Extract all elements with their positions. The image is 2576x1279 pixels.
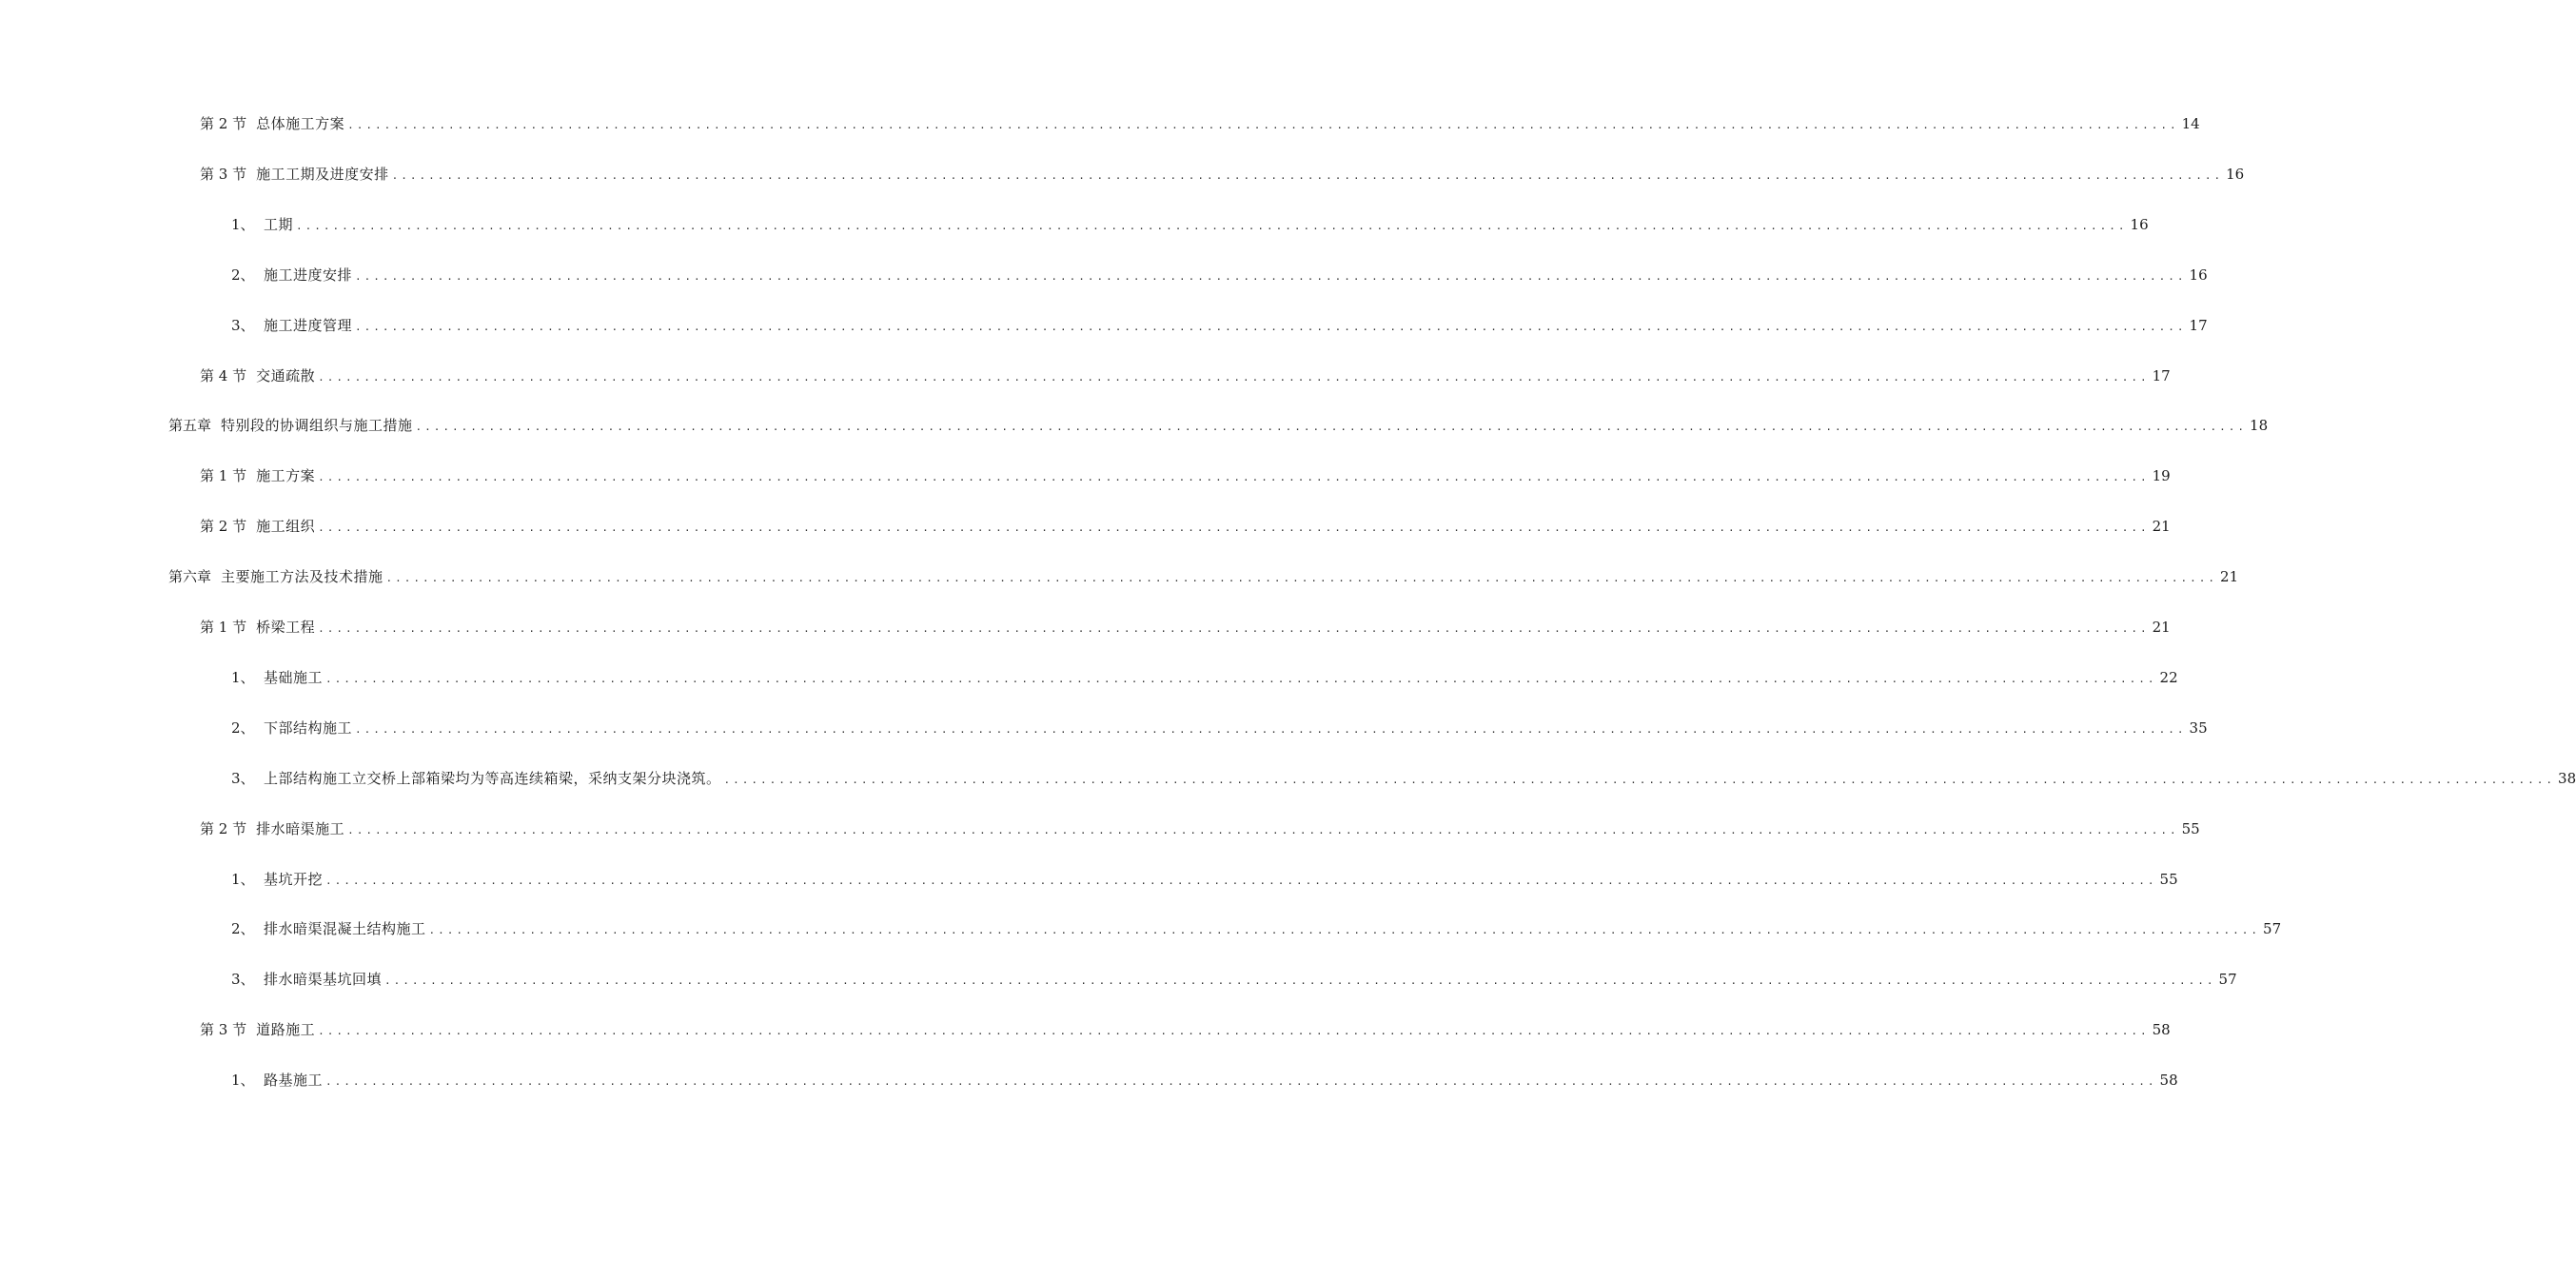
toc-dot-leader: ........................................................................................................................................................................................................	[318, 471, 2150, 484]
toc-entry[interactable]	[200, 515, 2171, 538]
toc-entry-page-number: 17	[2152, 366, 2171, 384]
toc-entry-number: 1、	[231, 668, 255, 686]
toc-entry-number: 第 1 节	[200, 619, 247, 636]
toc-entry[interactable]	[200, 364, 2171, 387]
toc-entry-title: 施工方案	[256, 467, 316, 485]
toc-dot-leader: ........................................................................................................................................................................................................	[384, 974, 2216, 988]
toc-entry-number: 1、	[231, 1072, 255, 1090]
toc-entry-page-number: 16	[2226, 165, 2245, 183]
toc-entry-title: 排水暗渠混凝土结构施工	[264, 920, 426, 938]
toc-dot-leader: ........................................................................................................................................................................................................	[347, 119, 2179, 131]
toc-entry[interactable]	[231, 717, 2208, 739]
toc-entry[interactable]	[200, 616, 2171, 639]
toc-entry[interactable]	[231, 264, 2208, 286]
toc-entry-page-number: 57	[2218, 971, 2237, 989]
toc-entry-title: 施工组织	[256, 518, 316, 536]
toc-entry-page-number: 55	[2159, 870, 2178, 888]
toc-entry-number: 3、	[231, 971, 255, 989]
toc-dot-leader: ........................................................................................................................................................................................................	[391, 168, 2224, 182]
toc-entry-number: 3、	[231, 769, 255, 787]
toc-entry-number: 第 3 节	[200, 165, 247, 183]
toc-dot-leader: ........................................................................................................................................................................................................	[355, 320, 2187, 333]
toc-entry[interactable]	[231, 767, 2576, 790]
toc-entry[interactable]	[200, 464, 2171, 487]
toc-entry-page-number: 22	[2159, 668, 2178, 686]
toc-entry-title: 上部结构施工立交桥上部箱梁均为等高连续箱梁，采纳支架分块浇筑。	[264, 769, 721, 787]
toc-entry-page-number: 18	[2250, 417, 2269, 435]
toc-entry-number: 第 3 节	[200, 1021, 247, 1039]
toc-entry-page-number: 58	[2152, 1021, 2171, 1039]
toc-dot-leader: ........................................................................................................................................................................................................	[415, 421, 2248, 434]
toc-entry[interactable]	[168, 565, 2239, 588]
toc-entry-title: 施工进度管理	[264, 316, 353, 334]
toc-entry-title: 排水暗渠施工	[256, 819, 345, 837]
toc-dot-leader: ........................................................................................................................................................................................................	[355, 722, 2187, 736]
toc-entry-title: 工期	[264, 215, 294, 233]
toc-dot-leader: ........................................................................................................................................................................................................	[723, 773, 2556, 786]
toc-dot-leader: ........................................................................................................................................................................................................	[355, 269, 2187, 283]
toc-entry-page-number: 21	[2152, 619, 2171, 636]
toc-entry-title: 特别段的协调组织与施工措施	[221, 417, 413, 435]
toc-entry[interactable]	[231, 968, 2237, 991]
toc-entry-number: 第 1 节	[200, 467, 247, 485]
toc-entry-number: 第 2 节	[200, 819, 247, 837]
toc-dot-leader: ........................................................................................................................................................................................................	[325, 672, 2157, 685]
toc-entry-title: 路基施工	[264, 1072, 324, 1090]
toc-entry-number: 第 4 节	[200, 366, 247, 384]
toc-dot-leader: ........................................................................................................................................................................................................	[325, 874, 2157, 887]
toc-entry-title: 道路施工	[256, 1021, 316, 1039]
toc-entry-page-number: 17	[2189, 316, 2208, 334]
toc-entry-page-number: 16	[2189, 266, 2208, 284]
toc-entry[interactable]	[200, 112, 2200, 135]
toc-dot-leader: ........................................................................................................................................................................................................	[347, 823, 2179, 836]
toc-entry-number: 第五章	[168, 417, 212, 435]
toc-entry-number: 3、	[231, 316, 255, 334]
toc-entry-title: 主要施工方法及技术措施	[221, 568, 383, 586]
toc-entry-page-number: 35	[2189, 718, 2208, 737]
toc-dot-leader: ........................................................................................................................................................................................................	[428, 924, 2261, 937]
toc-entry-title: 交通疏散	[256, 366, 316, 384]
toc-entry-page-number: 21	[2152, 518, 2171, 536]
toc-entry-title: 基坑开挖	[264, 870, 324, 888]
toc-entry-page-number: 19	[2152, 467, 2171, 485]
toc-entry-number: 第 2 节	[200, 115, 247, 132]
toc-dot-leader: ........................................................................................................................................................................................................	[318, 622, 2150, 635]
toc-dot-leader: ........................................................................................................................................................................................................	[318, 370, 2150, 384]
toc-entry[interactable]	[168, 414, 2269, 437]
toc-entry-title: 施工工期及进度安排	[256, 165, 389, 183]
toc-entry[interactable]	[231, 314, 2208, 337]
toc-entry-page-number: 57	[2263, 920, 2282, 938]
toc-entry-number: 2、	[231, 266, 255, 284]
toc-entry[interactable]	[200, 1018, 2171, 1041]
toc-entry[interactable]	[231, 1069, 2178, 1092]
toc-entry-number: 第六章	[168, 568, 212, 586]
toc-entry-title: 基础施工	[264, 668, 324, 686]
toc-dot-leader: ........................................................................................................................................................................................................	[296, 219, 2128, 232]
toc-entry-number: 1、	[231, 215, 255, 233]
toc-entry-title: 排水暗渠基坑回填	[264, 971, 383, 989]
toc-entry[interactable]	[200, 817, 2200, 840]
toc-entry-page-number: 14	[2181, 115, 2200, 132]
toc-entry-page-number: 21	[2220, 568, 2239, 586]
toc-entry[interactable]	[231, 213, 2149, 236]
toc-entry[interactable]	[231, 868, 2178, 891]
toc-entry[interactable]	[200, 163, 2245, 186]
toc-dot-leader: ........................................................................................................................................................................................................	[325, 1075, 2157, 1089]
toc-entry-number: 2、	[231, 718, 255, 737]
toc-entry-page-number: 16	[2130, 215, 2149, 233]
toc-dot-leader: ........................................................................................................................................................................................................	[385, 572, 2218, 585]
toc-entry-number: 第 2 节	[200, 518, 247, 536]
toc-dot-leader: ........................................................................................................................................................................................................	[318, 521, 2150, 535]
toc-entry[interactable]	[231, 917, 2282, 940]
toc-entry-page-number: 55	[2181, 819, 2200, 837]
toc-entry-title: 总体施工方案	[256, 115, 345, 132]
toc-entry-title: 桥梁工程	[256, 619, 316, 636]
toc-entry-page-number: 58	[2159, 1072, 2178, 1090]
toc-entry-title: 施工进度安排	[264, 266, 353, 284]
toc-entry[interactable]	[231, 666, 2178, 689]
toc-entry-title: 下部结构施工	[264, 718, 353, 737]
toc-entry-page-number: 38	[2558, 769, 2576, 787]
toc-entry-number: 2、	[231, 920, 255, 938]
toc-dot-leader: ........................................................................................................................................................................................................	[318, 1025, 2150, 1038]
toc-entry-number: 1、	[231, 870, 255, 888]
